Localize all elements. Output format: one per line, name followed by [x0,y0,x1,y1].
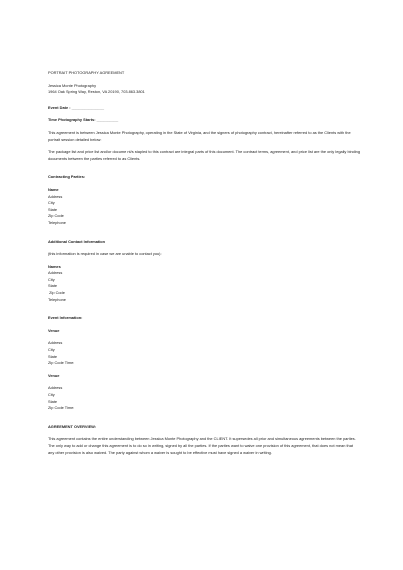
company-address: 1964 Oak Spring Way, Reston, VA 20190, 703.863.3801 [48,89,145,95]
document-page [48,70,360,456]
contracting-field: Telephone [48,219,66,225]
venue-1-field: City [48,347,55,353]
agreement-overview-heading: AGREEMENT OVERVIEW: [48,423,97,429]
agreement-overview-text: This agreement contains the entire understanding between Jessica Monte Photography and the CLIENT. It supersedes all prior and simultaneous agreements between the parties. The only way to add or change this agreement is to do so in writing, signed by all the parties. If the parties want to waive one provision of this agreement, that does not mean that any other provision is also waived. The party against whom a waiver is sought to be effective must have signed a waiver in writing. [48,436,356,455]
venue-1-field: Zip Code Time: [48,360,75,366]
time-starts-field: Time Photography Starts: __________ [48,117,119,123]
venue-1-field: State [48,353,58,359]
venue-2-field: State [48,398,58,404]
intro-paragraph-2: The package list and price list and/or docume nt/s stapled to this contract are integral parts of this document. The contract terms, agreement, and price list are the only legally binding documents between the parties referred to as Clients. [48,149,360,161]
contracting-field: Zip Code [48,213,64,219]
venue-2-field: Zip Code Time: [48,405,75,411]
contracting-field: State [48,206,58,212]
document-title: PORTRAIT PHOTOGRAPHY AGREEMENT [48,70,125,75]
additional-names-label: Names [48,263,61,269]
event-date-field: Event Date : _______________ [48,104,105,110]
additional-contact-heading: Additional Contact Information [48,238,106,244]
contracting-field: Address [48,193,63,199]
event-information-heading: Event Information: [48,315,83,321]
contracting-name-label: Name [48,186,59,192]
venue-1-field: Address [48,340,63,346]
venue-2-label: Venue [48,372,60,378]
venue-1-label: Venue [48,327,60,333]
venue-2-field: Address [48,385,63,391]
additional-field: Telephone [48,296,66,302]
additional-contact-note: (this information is required in case we are unable to contact you): [48,251,162,257]
venue-2-field: City [48,392,55,397]
company-name: Jessica Monte Photography [48,82,97,88]
additional-field: State [48,283,58,289]
additional-field: Address [48,270,63,276]
additional-field: Zip Code [48,290,65,296]
intro-paragraph-1: This agreement is between Jessica Monte Photography, operating in the State of Virginia, and the signers of photography contract, hereinafter referred to as the Clients with the portrait session detailed below: [48,129,351,142]
contracting-field: City [48,200,55,206]
contracting-parties-heading: Contracting Parties: [48,174,86,180]
additional-field: City [48,276,55,282]
